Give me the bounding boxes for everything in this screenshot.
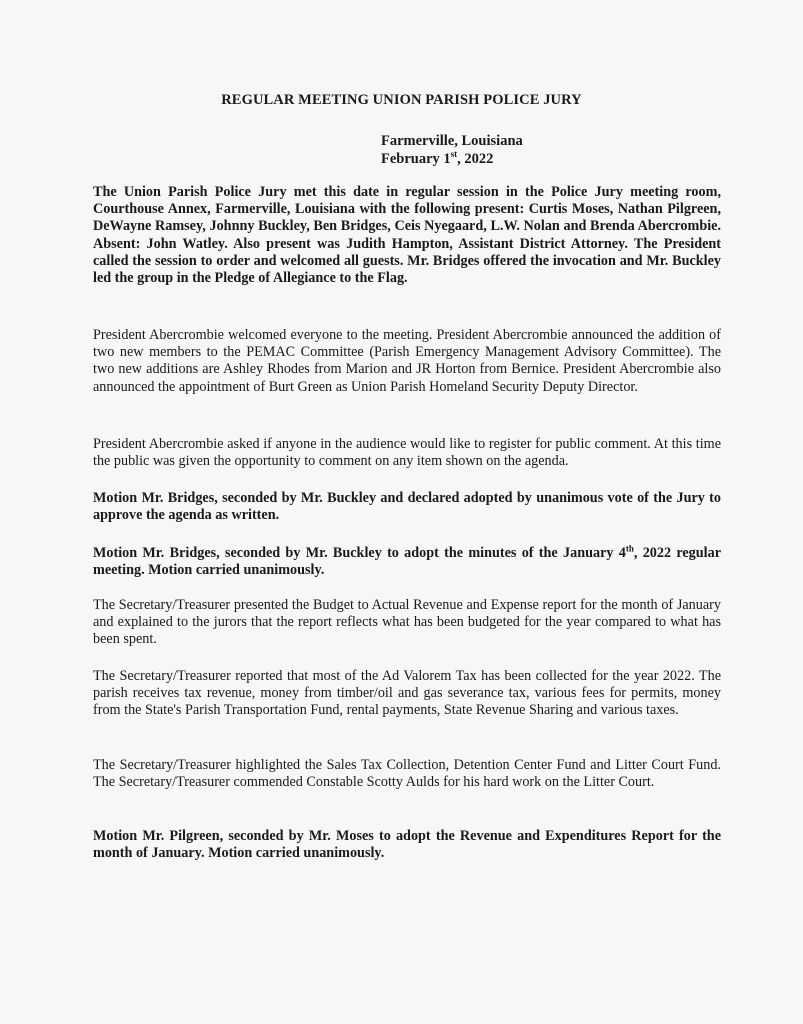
motion-minutes-text-a: Motion Mr. Bridges, seconded by Mr. Buckley to adopt the minutes of the January 4 xyxy=(93,545,626,561)
paragraph-pemac-announcement: President Abercrombie welcomed everyone to the meeting. President Abercrombie announced the addition of two new members to the PEMAC Committee (Parish Emergency Management Advisory Committee). The two new additions are Ashley Rhodes from Marion and JR Horton from Bernice. President Abercrombie also announced the appointment of Burt Green as Union Parish Homeland Security Deputy Director. xyxy=(93,327,721,395)
meeting-date-suffix-sup: st xyxy=(450,149,458,160)
paragraph-motion-agenda: Motion Mr. Bridges, seconded by Mr. Buckley and declared adopted by unanimous vote of the Jury to approve the agenda as written. xyxy=(93,490,721,524)
document-title: REGULAR MEETING UNION PARISH POLICE JURY xyxy=(221,92,582,108)
paragraph-sales-tax: The Secretary/Treasurer highlighted the Sales Tax Collection, Detention Center Fund and Litter Court Fund. The Secretary/Treasurer commended Constable Scotty Aulds for his hard work on the Litter Court. xyxy=(93,757,721,791)
meeting-date xyxy=(381,150,523,168)
meeting-location: Farmerville, Louisiana xyxy=(381,133,523,149)
paragraph-attendance: The Union Parish Police Jury met this date in regular session in the Police Jury meeting room, Courthouse Annex, Farmerville, Louisiana with the following present: Curtis Moses, Nathan Pilgreen, DeWayne Ramsey, Johnny Buckley, Ben Bridges, Ceis Nyegaard, L.W. Nolan and Brenda Abercrombie. Absent: John Watley. Also present was Judith Hampton, Assistant District Attorney. The President called the session to order and welcomed all guests. Mr. Bridges offered the invocation and Mr. Buckley led the group in the Pledge of Allegiance to the Flag. xyxy=(93,184,721,287)
motion-minutes-text-b: , 2022 regular meeting. Motion carried unanimously. xyxy=(93,545,722,579)
motion-minutes-sup: th xyxy=(625,543,634,554)
paragraph-motion-revenue-report: Motion Mr. Pilgreen, seconded by Mr. Moses to adopt the Revenue and Expenditures Report for the month of January. Motion carried unanimously. xyxy=(93,828,721,862)
paragraph-motion-minutes xyxy=(93,545,721,579)
dateline xyxy=(381,132,523,168)
paragraph-budget-report: The Secretary/Treasurer presented the Budget to Actual Revenue and Expense report for the month of January and explained to the jurors that the report reflects what has been budgeted for the year compared to what has been spent. xyxy=(93,597,721,648)
paragraph-ad-valorem-tax: The Secretary/Treasurer reported that most of the Ad Valorem Tax has been collected for the year 2022. The parish receives tax revenue, money from timber/oil and gas severance tax, various fees for permits, money from the State's Parish Transportation Fund, rental payments, State Revenue Sharing and various taxes. xyxy=(93,668,721,719)
paragraph-public-comment: President Abercrombie asked if anyone in the audience would like to register for public comment. At this time the public was given the opportunity to comment on any item shown on the agenda. xyxy=(93,436,721,470)
meeting-date-main: February 1 xyxy=(381,151,451,167)
meeting-date-year: , 2022 xyxy=(457,151,494,167)
